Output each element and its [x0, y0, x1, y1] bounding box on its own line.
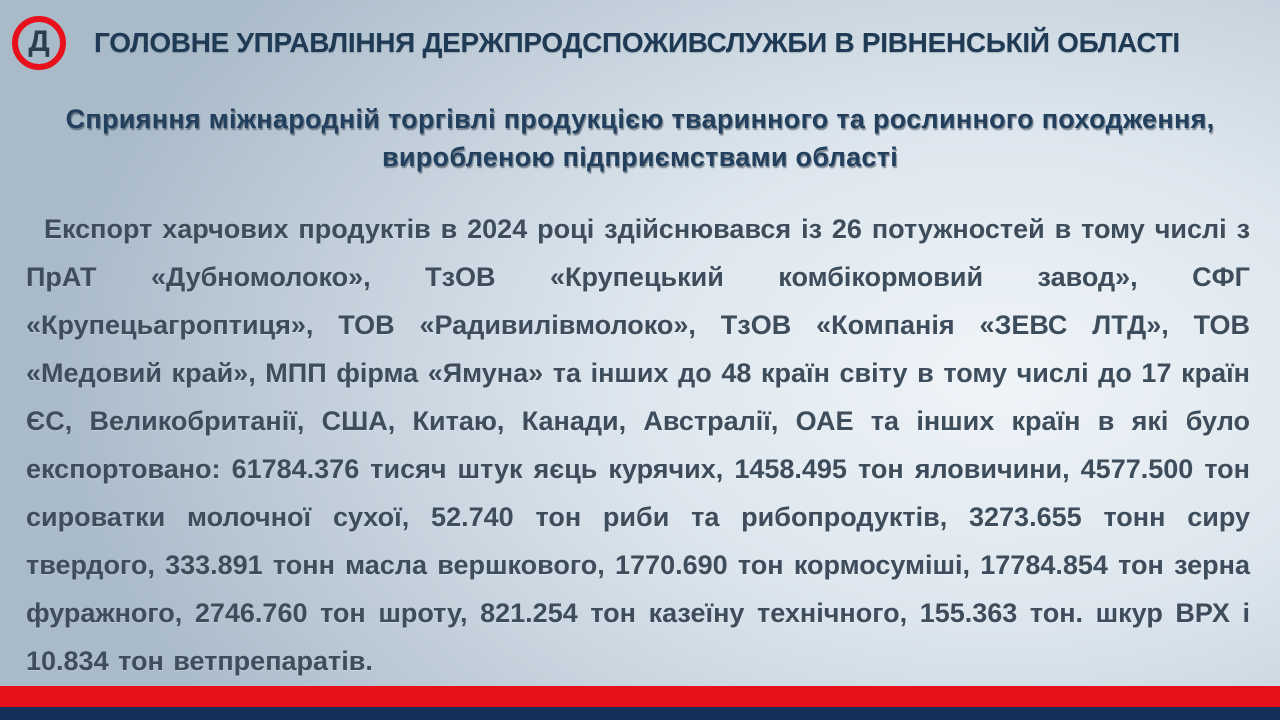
navy-footer-bar — [0, 707, 1280, 720]
red-accent-stripe — [0, 686, 1280, 707]
slide-subtitle — [30, 100, 1250, 176]
export-summary-paragraph: Експорт харчових продуктів в 2024 році здійснювався із 26 потужностей в тому числі з ПрАТ «Дубномолоко», ТзОВ «Крупецький комбікормовий завод», СФГ «Крупецьагроптиця», ТОВ «Радивилівмолоко», ТзОВ «Компанія «ЗЕВС ЛТД», ТОВ «Медовий край», МПП фірма «Ямуна» та інших до 48 країн світу в тому числі до 17 країн ЄС, Великобританії, США, Китаю, Канади, Австралії, ОАЕ та інших країн в які було експортовано: 61784.376 тисяч штук яєць курячих, 1458.495 тон яловичини, 4577.500 тон сироватки молочної сухої, 52.740 тон риби та рибопродуктів, 3273.655 тонн сиру твердого, 333.891 тонн масла вершкового, 1770.690 тон кормосуміші, 17784.854 тон зерна фуражного, 2746.760 тон шроту, 821.254 тон казеїну технічного, 155.363 тон. шкур ВРХ і 10.834 тон ветпрепаратів. — [26, 214, 1250, 676]
subtitle-line-2: виробленою підприємствами області — [381, 142, 899, 172]
logo-letter: Д — [28, 25, 50, 58]
subtitle-line-1: Сприяння міжнародній торгівлі продукцією тваринного та рослинного походження, — [65, 104, 1215, 134]
derzhprodspozhyvsluzhba-logo-icon — [12, 16, 66, 70]
slide-header — [8, 10, 1270, 76]
page-title: ГОЛОВНЕ УПРАВЛІННЯ ДЕРЖПРОДСПОЖИВСЛУЖБИ В РІВНЕНСЬКІЙ ОБЛАСТІ — [94, 27, 1180, 58]
